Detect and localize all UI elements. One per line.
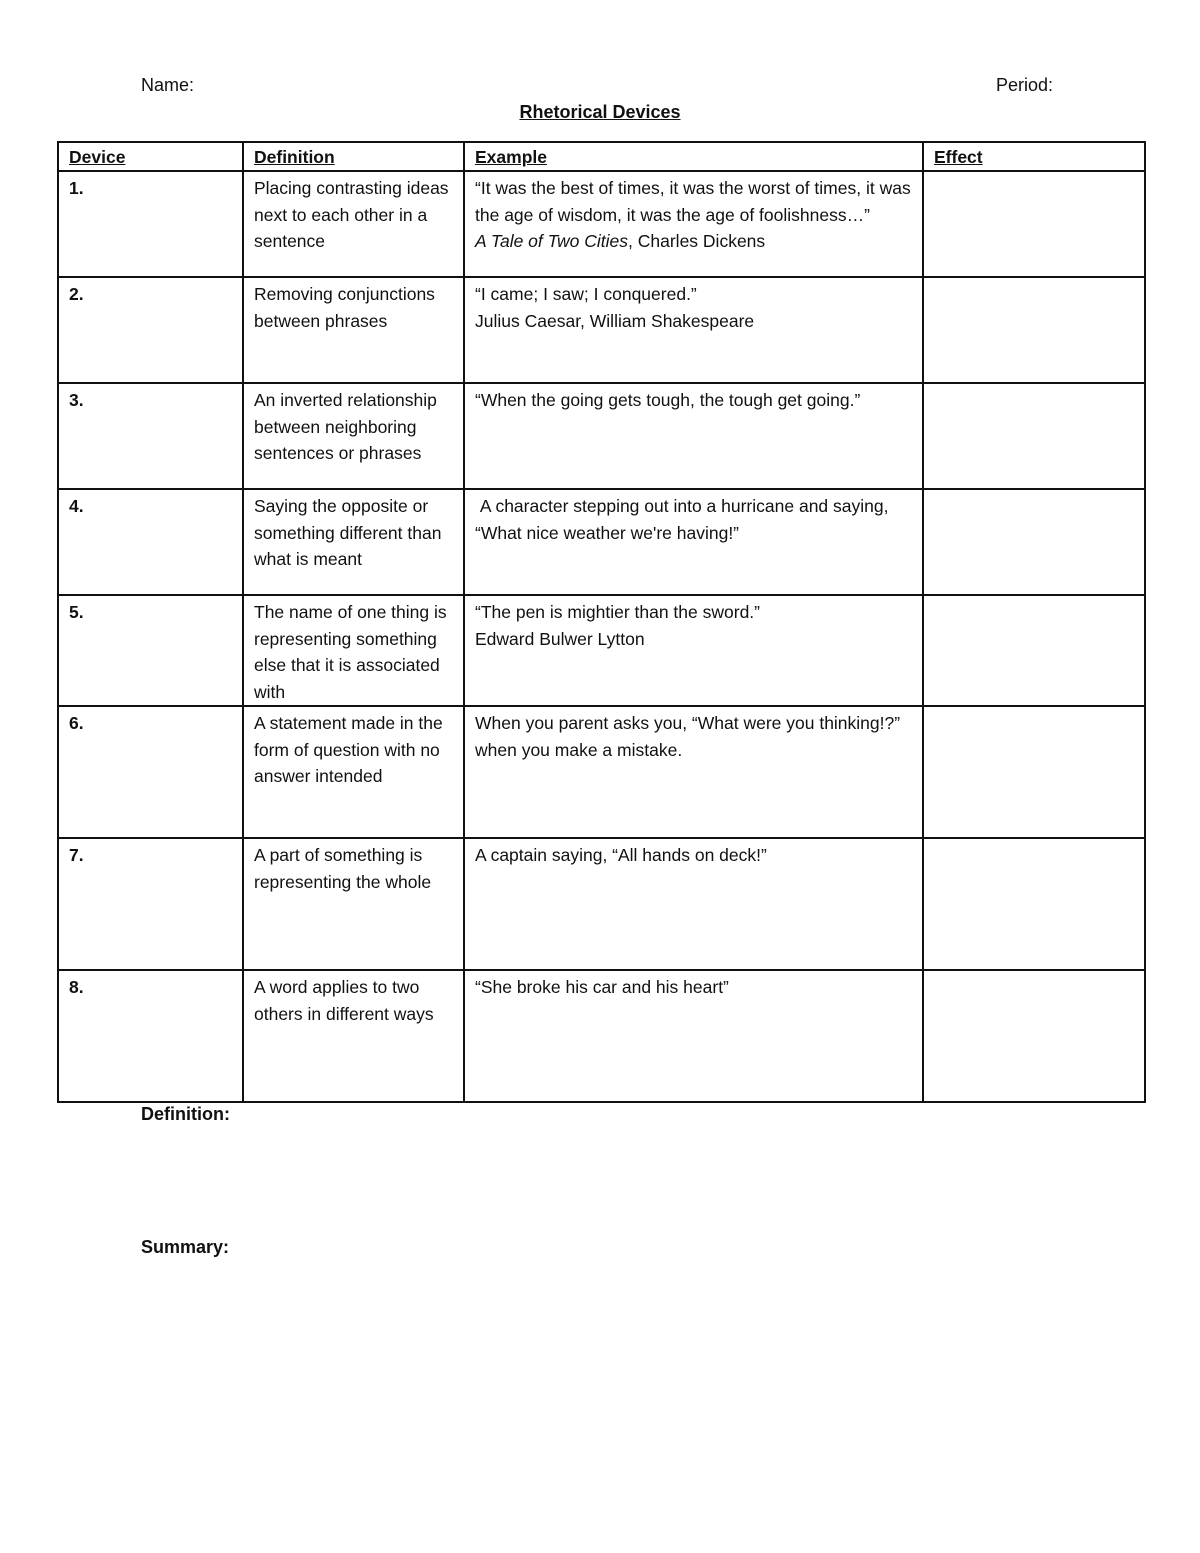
example-text: When you parent asks you, “What were you thinking!?” when you make a mistake. bbox=[475, 713, 901, 760]
table-row bbox=[58, 706, 1145, 838]
definition-label: Definition: bbox=[141, 1104, 230, 1124]
device-cell: 7. bbox=[58, 838, 243, 970]
definition-cell: A part of something is representing the whole bbox=[243, 838, 464, 970]
column-header-effect: Effect bbox=[923, 142, 1145, 171]
device-cell: 8. bbox=[58, 970, 243, 1102]
definition-cell: An inverted relationship between neighboring sentences or phrases bbox=[243, 383, 464, 489]
example-source bbox=[475, 228, 912, 255]
example-source: Edward Bulwer Lytton bbox=[475, 628, 645, 649]
column-header-device: Device bbox=[58, 142, 243, 171]
example-cell bbox=[464, 277, 923, 383]
example-text: “She broke his car and his heart” bbox=[475, 977, 729, 997]
table-row bbox=[58, 970, 1145, 1102]
example-cell bbox=[464, 970, 923, 1102]
effect-cell[interactable] bbox=[923, 970, 1145, 1102]
effect-cell[interactable] bbox=[923, 489, 1145, 595]
example-cell bbox=[464, 383, 923, 489]
name-label: Name: bbox=[141, 75, 195, 95]
table-header-row bbox=[58, 142, 1145, 171]
definition-cell: Removing conjunctions between phrases bbox=[243, 277, 464, 383]
definition-cell: A statement made in the form of question with no answer intended bbox=[243, 706, 464, 838]
rhetorical-devices-table bbox=[57, 141, 1146, 1103]
table-row bbox=[58, 595, 1145, 706]
device-cell: 6. bbox=[58, 706, 243, 838]
effect-cell[interactable] bbox=[923, 277, 1145, 383]
effect-cell[interactable] bbox=[923, 383, 1145, 489]
device-cell: 4. bbox=[58, 489, 243, 595]
definition-cell: Placing contrasting ideas next to each other in a sentence bbox=[243, 171, 464, 277]
effect-cell[interactable] bbox=[923, 706, 1145, 838]
effect-cell[interactable] bbox=[923, 171, 1145, 277]
table-row bbox=[58, 838, 1145, 970]
example-text: A character stepping out into a hurricane and saying, “What nice weather we're having!” bbox=[475, 496, 894, 543]
example-text: “It was the best of times, it was the worst of times, it was the age of wisdom, it was the age of foolishness…” bbox=[475, 178, 911, 225]
summary-label: Summary: bbox=[141, 1237, 230, 1257]
table-row bbox=[58, 383, 1145, 489]
definition-cell: A word applies to two others in different ways bbox=[243, 970, 464, 1102]
table-row bbox=[58, 489, 1145, 595]
example-text: “The pen is mightier than the sword.” bbox=[475, 602, 760, 622]
table-row bbox=[58, 277, 1145, 383]
table-row bbox=[58, 171, 1145, 277]
document-title: Rhetorical Devices bbox=[519, 102, 681, 122]
example-cell bbox=[464, 595, 923, 706]
column-header-definition: Definition bbox=[243, 142, 464, 171]
example-cell bbox=[464, 838, 923, 970]
example-source: Julius Caesar, William Shakespeare bbox=[475, 310, 755, 331]
device-cell: 5. bbox=[58, 595, 243, 706]
device-cell: 1. bbox=[58, 171, 243, 277]
device-cell: 3. bbox=[58, 383, 243, 489]
example-cell bbox=[464, 489, 923, 595]
example-text: “When the going gets tough, the tough get going.” bbox=[475, 390, 861, 410]
example-source-author: , Charles Dickens bbox=[628, 231, 766, 251]
example-cell bbox=[464, 706, 923, 838]
column-header-example: Example bbox=[464, 142, 923, 171]
effect-cell[interactable] bbox=[923, 838, 1145, 970]
example-text: “I came; I saw; I conquered.” bbox=[475, 284, 697, 304]
example-text: A captain saying, “All hands on deck!” bbox=[475, 845, 767, 865]
definition-cell: The name of one thing is representing something else that it is associated with bbox=[243, 595, 464, 706]
definition-cell: Saying the opposite or something different than what is meant bbox=[243, 489, 464, 595]
example-cell bbox=[464, 171, 923, 277]
example-source-title: A Tale of Two Cities bbox=[475, 231, 629, 251]
effect-cell[interactable] bbox=[923, 595, 1145, 706]
period-label: Period: bbox=[996, 75, 1054, 95]
device-cell: 2. bbox=[58, 277, 243, 383]
